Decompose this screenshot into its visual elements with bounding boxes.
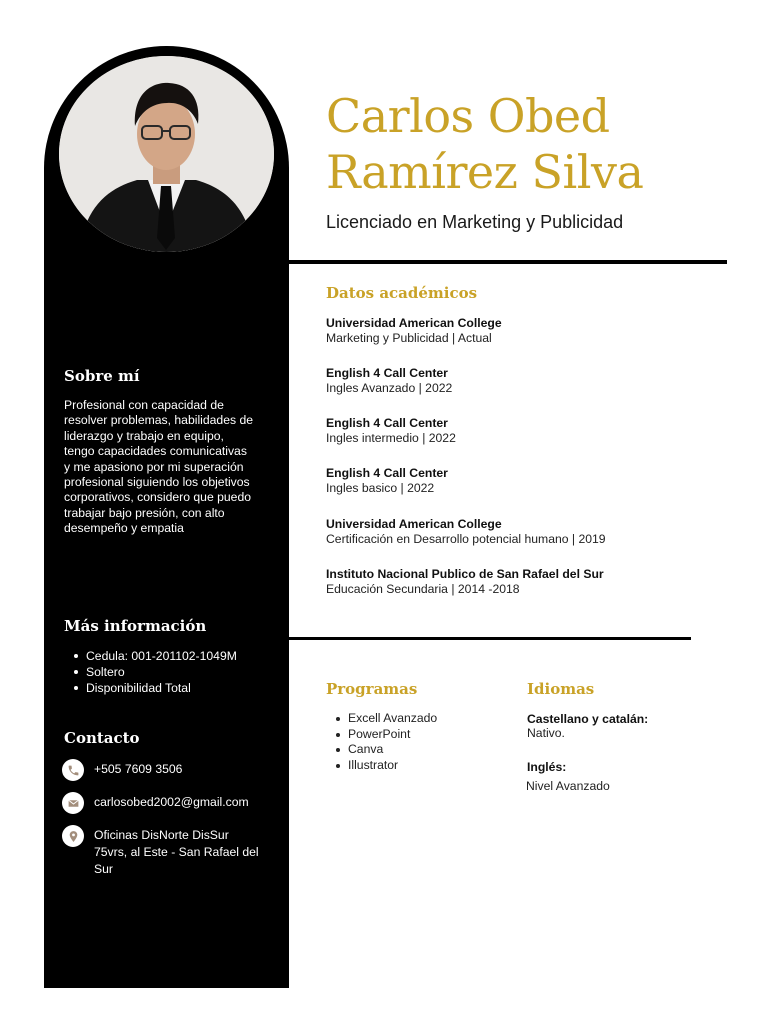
programs-heading: Programas [326, 680, 418, 698]
contact-phone [62, 759, 259, 781]
language-label: Inglés: [527, 760, 567, 774]
divider-middle [289, 637, 691, 640]
school-name: English 4 Call Center [326, 366, 448, 380]
about-text: Profesional con capacidad de resolver problemas, habilidades de liderazgo y trabajo en equipo, tengo capacidades comunicativas y me apasiono por mi superación profesional siguiendo los objetivos corporativos, considero que puedo trabajar bajo presión, con alto desempeño y empatia [64, 398, 254, 536]
list-item: Cedula: 001-201102-1049M [86, 649, 237, 663]
education-heading: Datos académicos [326, 284, 478, 302]
school-detail: Ingles intermedio | 2022 [326, 431, 456, 445]
name-line-2: Ramírez Silva [326, 145, 644, 199]
school-detail: Certificación en Desarrollo potencial humano | 2019 [326, 532, 606, 546]
name-line-1: Carlos Obed [326, 89, 610, 143]
programs-list [348, 711, 437, 773]
mail-icon [62, 792, 84, 814]
phone-icon [62, 759, 84, 781]
contact-address [62, 825, 259, 878]
list-item: PowerPoint [348, 727, 437, 743]
list-item: Soltero [86, 664, 237, 680]
education-entry [326, 466, 448, 496]
contact-heading: Contacto [64, 729, 140, 747]
more-info-list [86, 648, 237, 696]
phone-text: +505 7609 3506 [94, 762, 183, 776]
list-item: Canva [348, 742, 437, 758]
list-item: Excell Avanzado [348, 711, 438, 725]
about-heading: Sobre mí [64, 367, 140, 385]
more-info-heading: Más información [64, 617, 207, 635]
school-name: Universidad American College [326, 517, 502, 531]
profile-photo [59, 56, 274, 252]
language-value: Nivel Avanzado [526, 779, 610, 793]
address-text: Oficinas DisNorte DisSur 75vrs, al Este - San Rafael del Sur [94, 828, 259, 876]
education-entry [326, 316, 502, 346]
language-value: Nativo. [527, 726, 565, 740]
list-item: Disponibilidad Total [86, 680, 237, 696]
education-entry [326, 366, 452, 396]
languages-heading: Idiomas [527, 680, 595, 698]
education-entry [326, 416, 456, 446]
school-detail: Ingles basico | 2022 [326, 481, 435, 495]
location-pin-icon [62, 825, 84, 847]
school-detail: Marketing y Publicidad | Actual [326, 331, 492, 345]
divider-top [289, 260, 727, 264]
list-item: Illustrator [348, 758, 437, 774]
school-name: English 4 Call Center [326, 416, 448, 430]
school-name: Universidad American College [326, 316, 502, 330]
contact-email [62, 792, 259, 814]
school-name: English 4 Call Center [326, 466, 448, 480]
school-detail: Ingles Avanzado | 2022 [326, 381, 453, 395]
job-title: Licenciado en Marketing y Publicidad [326, 212, 624, 232]
school-name: Instituto Nacional Publico de San Rafael del Sur [326, 567, 604, 581]
email-text: carlosobed2002@gmail.com [94, 795, 249, 809]
education-entry [326, 567, 604, 597]
school-detail: Educación Secundaria | 2014 -2018 [326, 582, 520, 596]
person-name [326, 88, 643, 200]
education-entry [326, 517, 606, 547]
language-label: Castellano y catalán: [527, 712, 649, 726]
